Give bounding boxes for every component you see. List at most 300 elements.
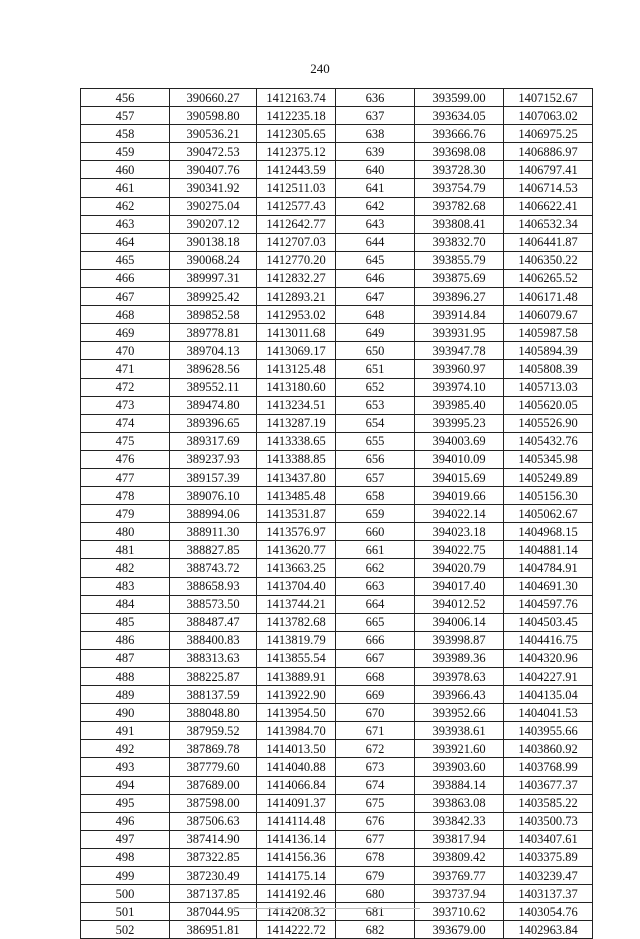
point-number-left-cell: 464 — [81, 233, 170, 251]
point-number-right-cell: 665 — [336, 613, 415, 631]
point-number-right-cell: 641 — [336, 179, 415, 197]
x-coordinate-left-cell: 387322.85 — [170, 848, 257, 866]
point-number-right-cell: 658 — [336, 487, 415, 505]
point-number-right-cell: 667 — [336, 649, 415, 667]
x-coordinate-left-cell: 389317.69 — [170, 432, 257, 450]
x-coordinate-left-cell: 389076.10 — [170, 487, 257, 505]
point-number-right-cell: 643 — [336, 215, 415, 233]
x-coordinate-right-cell: 393809.42 — [415, 848, 504, 866]
x-coordinate-left-cell: 389704.13 — [170, 342, 257, 360]
y-coordinate-left-cell: 1413234.51 — [257, 396, 336, 414]
point-number-right-cell: 663 — [336, 577, 415, 595]
point-number-right-cell: 676 — [336, 812, 415, 830]
y-coordinate-right-cell: 1405526.90 — [504, 414, 593, 432]
point-number-left-cell: 489 — [81, 686, 170, 704]
y-coordinate-right-cell: 1406350.22 — [504, 251, 593, 269]
point-number-left-cell: 481 — [81, 541, 170, 559]
point-number-right-cell: 638 — [336, 125, 415, 143]
y-coordinate-right-cell: 1406171.48 — [504, 288, 593, 306]
x-coordinate-right-cell: 393978.63 — [415, 668, 504, 686]
x-coordinate-right-cell: 393710.62 — [415, 903, 504, 921]
x-coordinate-left-cell: 387598.00 — [170, 794, 257, 812]
point-number-right-cell: 671 — [336, 722, 415, 740]
y-coordinate-left-cell: 1412375.12 — [257, 143, 336, 161]
x-coordinate-right-cell: 393634.05 — [415, 107, 504, 125]
table-row — [81, 758, 593, 776]
point-number-right-cell: 651 — [336, 360, 415, 378]
y-coordinate-left-cell: 1413782.68 — [257, 613, 336, 631]
x-coordinate-left-cell: 387689.00 — [170, 776, 257, 794]
table-row — [81, 432, 593, 450]
point-number-right-cell: 652 — [336, 378, 415, 396]
x-coordinate-right-cell: 393666.76 — [415, 125, 504, 143]
x-coordinate-right-cell: 393995.23 — [415, 414, 504, 432]
y-coordinate-right-cell: 1405894.39 — [504, 342, 593, 360]
y-coordinate-right-cell: 1404881.14 — [504, 541, 593, 559]
x-coordinate-right-cell: 394012.52 — [415, 595, 504, 613]
x-coordinate-left-cell: 390068.24 — [170, 251, 257, 269]
table-row — [81, 649, 593, 667]
y-coordinate-left-cell: 1413180.60 — [257, 378, 336, 396]
y-coordinate-right-cell: 1404416.75 — [504, 631, 593, 649]
y-coordinate-left-cell: 1412642.77 — [257, 215, 336, 233]
x-coordinate-right-cell: 393855.79 — [415, 251, 504, 269]
y-coordinate-right-cell: 1405156.30 — [504, 487, 593, 505]
y-coordinate-left-cell: 1414175.14 — [257, 867, 336, 885]
x-coordinate-right-cell: 394006.14 — [415, 613, 504, 631]
point-number-left-cell: 462 — [81, 197, 170, 215]
point-number-right-cell: 659 — [336, 505, 415, 523]
point-number-left-cell: 502 — [81, 921, 170, 939]
point-number-left-cell: 471 — [81, 360, 170, 378]
y-coordinate-right-cell: 1404227.91 — [504, 668, 593, 686]
y-coordinate-right-cell: 1404691.30 — [504, 577, 593, 595]
point-number-left-cell: 466 — [81, 269, 170, 287]
y-coordinate-left-cell: 1414091.37 — [257, 794, 336, 812]
x-coordinate-right-cell: 393998.87 — [415, 631, 504, 649]
table-row — [81, 921, 593, 939]
table-row — [81, 324, 593, 342]
page-footer-rule — [230, 908, 420, 909]
x-coordinate-left-cell: 388911.30 — [170, 523, 257, 541]
x-coordinate-right-cell: 393938.61 — [415, 722, 504, 740]
point-number-right-cell: 673 — [336, 758, 415, 776]
coordinates-table — [80, 88, 593, 939]
x-coordinate-right-cell: 393952.66 — [415, 704, 504, 722]
y-coordinate-right-cell: 1405713.03 — [504, 378, 593, 396]
point-number-left-cell: 475 — [81, 432, 170, 450]
table-row — [81, 215, 593, 233]
point-number-left-cell: 468 — [81, 306, 170, 324]
y-coordinate-right-cell: 1403677.37 — [504, 776, 593, 794]
point-number-left-cell: 483 — [81, 577, 170, 595]
x-coordinate-right-cell: 393931.95 — [415, 324, 504, 342]
y-coordinate-right-cell: 1406886.97 — [504, 143, 593, 161]
y-coordinate-left-cell: 1413663.25 — [257, 559, 336, 577]
point-number-left-cell: 456 — [81, 89, 170, 107]
point-number-right-cell: 657 — [336, 468, 415, 486]
x-coordinate-right-cell: 394019.66 — [415, 487, 504, 505]
point-number-left-cell: 460 — [81, 161, 170, 179]
table-row — [81, 360, 593, 378]
table-row — [81, 396, 593, 414]
point-number-left-cell: 492 — [81, 740, 170, 758]
x-coordinate-left-cell: 389778.81 — [170, 324, 257, 342]
point-number-right-cell: 646 — [336, 269, 415, 287]
table-row — [81, 143, 593, 161]
point-number-left-cell: 486 — [81, 631, 170, 649]
x-coordinate-left-cell: 386951.81 — [170, 921, 257, 939]
y-coordinate-left-cell: 1412770.20 — [257, 251, 336, 269]
y-coordinate-right-cell: 1406622.41 — [504, 197, 593, 215]
y-coordinate-left-cell: 1412707.03 — [257, 233, 336, 251]
y-coordinate-left-cell: 1413011.68 — [257, 324, 336, 342]
table-row — [81, 686, 593, 704]
table-row — [81, 740, 593, 758]
point-number-left-cell: 498 — [81, 848, 170, 866]
y-coordinate-left-cell: 1413954.50 — [257, 704, 336, 722]
point-number-left-cell: 480 — [81, 523, 170, 541]
y-coordinate-left-cell: 1414114.48 — [257, 812, 336, 830]
y-coordinate-right-cell: 1404784.91 — [504, 559, 593, 577]
point-number-left-cell: 499 — [81, 867, 170, 885]
x-coordinate-left-cell: 388743.72 — [170, 559, 257, 577]
y-coordinate-left-cell: 1413485.48 — [257, 487, 336, 505]
x-coordinate-right-cell: 394022.75 — [415, 541, 504, 559]
point-number-right-cell: 662 — [336, 559, 415, 577]
point-number-left-cell: 472 — [81, 378, 170, 396]
point-number-right-cell: 650 — [336, 342, 415, 360]
table-row — [81, 378, 593, 396]
point-number-left-cell: 474 — [81, 414, 170, 432]
x-coordinate-left-cell: 388137.59 — [170, 686, 257, 704]
x-coordinate-left-cell: 389852.58 — [170, 306, 257, 324]
y-coordinate-left-cell: 1413125.48 — [257, 360, 336, 378]
point-number-left-cell: 496 — [81, 812, 170, 830]
y-coordinate-left-cell: 1414040.88 — [257, 758, 336, 776]
y-coordinate-right-cell: 1407152.67 — [504, 89, 593, 107]
table-row — [81, 306, 593, 324]
point-number-right-cell: 677 — [336, 830, 415, 848]
x-coordinate-left-cell: 388400.83 — [170, 631, 257, 649]
table-row — [81, 541, 593, 559]
x-coordinate-left-cell: 390536.21 — [170, 125, 257, 143]
y-coordinate-right-cell: 1407063.02 — [504, 107, 593, 125]
y-coordinate-left-cell: 1414208.32 — [257, 903, 336, 921]
table-row — [81, 288, 593, 306]
coordinates-table-body — [81, 89, 593, 939]
table-row — [81, 848, 593, 866]
x-coordinate-right-cell: 393960.97 — [415, 360, 504, 378]
table-row — [81, 668, 593, 686]
x-coordinate-right-cell: 394023.18 — [415, 523, 504, 541]
y-coordinate-right-cell: 1405345.98 — [504, 450, 593, 468]
x-coordinate-right-cell: 393832.70 — [415, 233, 504, 251]
x-coordinate-left-cell: 388573.50 — [170, 595, 257, 613]
y-coordinate-left-cell: 1413704.40 — [257, 577, 336, 595]
y-coordinate-left-cell: 1412163.74 — [257, 89, 336, 107]
y-coordinate-right-cell: 1403585.22 — [504, 794, 593, 812]
point-number-left-cell: 477 — [81, 468, 170, 486]
y-coordinate-right-cell: 1406532.34 — [504, 215, 593, 233]
x-coordinate-right-cell: 393884.14 — [415, 776, 504, 794]
y-coordinate-right-cell: 1404968.15 — [504, 523, 593, 541]
point-number-right-cell: 675 — [336, 794, 415, 812]
x-coordinate-left-cell: 390275.04 — [170, 197, 257, 215]
x-coordinate-left-cell: 389925.42 — [170, 288, 257, 306]
table-row — [81, 505, 593, 523]
point-number-left-cell: 465 — [81, 251, 170, 269]
table-row — [81, 450, 593, 468]
point-number-right-cell: 655 — [336, 432, 415, 450]
table-row — [81, 342, 593, 360]
y-coordinate-left-cell: 1413287.19 — [257, 414, 336, 432]
x-coordinate-left-cell: 390207.12 — [170, 215, 257, 233]
x-coordinate-right-cell: 393754.79 — [415, 179, 504, 197]
y-coordinate-right-cell: 1406797.41 — [504, 161, 593, 179]
point-number-left-cell: 487 — [81, 649, 170, 667]
table-row — [81, 885, 593, 903]
y-coordinate-right-cell: 1404041.53 — [504, 704, 593, 722]
y-coordinate-left-cell: 1413922.90 — [257, 686, 336, 704]
table-row — [81, 233, 593, 251]
point-number-left-cell: 461 — [81, 179, 170, 197]
x-coordinate-right-cell: 393947.78 — [415, 342, 504, 360]
point-number-left-cell: 470 — [81, 342, 170, 360]
x-coordinate-right-cell: 393914.84 — [415, 306, 504, 324]
table-row — [81, 125, 593, 143]
x-coordinate-right-cell: 393921.60 — [415, 740, 504, 758]
y-coordinate-left-cell: 1412832.27 — [257, 269, 336, 287]
point-number-right-cell: 645 — [336, 251, 415, 269]
x-coordinate-left-cell: 387506.63 — [170, 812, 257, 830]
y-coordinate-right-cell: 1406265.52 — [504, 269, 593, 287]
x-coordinate-left-cell: 388487.47 — [170, 613, 257, 631]
x-coordinate-right-cell: 393599.00 — [415, 89, 504, 107]
y-coordinate-right-cell: 1402963.84 — [504, 921, 593, 939]
point-number-right-cell: 682 — [336, 921, 415, 939]
table-row — [81, 830, 593, 848]
point-number-left-cell: 500 — [81, 885, 170, 903]
point-number-left-cell: 482 — [81, 559, 170, 577]
y-coordinate-right-cell: 1403054.76 — [504, 903, 593, 921]
point-number-right-cell: 636 — [336, 89, 415, 107]
x-coordinate-left-cell: 389474.80 — [170, 396, 257, 414]
point-number-right-cell: 666 — [336, 631, 415, 649]
table-row — [81, 903, 593, 921]
point-number-left-cell: 501 — [81, 903, 170, 921]
x-coordinate-right-cell: 393985.40 — [415, 396, 504, 414]
point-number-right-cell: 661 — [336, 541, 415, 559]
y-coordinate-right-cell: 1405062.67 — [504, 505, 593, 523]
point-number-right-cell: 679 — [336, 867, 415, 885]
x-coordinate-right-cell: 394015.69 — [415, 468, 504, 486]
x-coordinate-right-cell: 393974.10 — [415, 378, 504, 396]
table-row — [81, 107, 593, 125]
point-number-right-cell: 649 — [336, 324, 415, 342]
point-number-right-cell: 647 — [336, 288, 415, 306]
y-coordinate-right-cell: 1405432.76 — [504, 432, 593, 450]
x-coordinate-right-cell: 394010.09 — [415, 450, 504, 468]
x-coordinate-left-cell: 390598.80 — [170, 107, 257, 125]
y-coordinate-right-cell: 1404597.76 — [504, 595, 593, 613]
table-row — [81, 89, 593, 107]
y-coordinate-right-cell: 1405808.39 — [504, 360, 593, 378]
x-coordinate-left-cell: 387869.78 — [170, 740, 257, 758]
y-coordinate-left-cell: 1414192.46 — [257, 885, 336, 903]
point-number-right-cell: 674 — [336, 776, 415, 794]
table-row — [81, 577, 593, 595]
table-row — [81, 867, 593, 885]
point-number-left-cell: 488 — [81, 668, 170, 686]
y-coordinate-right-cell: 1405987.58 — [504, 324, 593, 342]
point-number-left-cell: 478 — [81, 487, 170, 505]
point-number-right-cell: 656 — [336, 450, 415, 468]
x-coordinate-right-cell: 393808.41 — [415, 215, 504, 233]
point-number-right-cell: 637 — [336, 107, 415, 125]
y-coordinate-right-cell: 1404135.04 — [504, 686, 593, 704]
point-number-right-cell: 680 — [336, 885, 415, 903]
point-number-left-cell: 463 — [81, 215, 170, 233]
y-coordinate-left-cell: 1412235.18 — [257, 107, 336, 125]
y-coordinate-right-cell: 1403375.89 — [504, 848, 593, 866]
y-coordinate-right-cell: 1403137.37 — [504, 885, 593, 903]
point-number-right-cell: 672 — [336, 740, 415, 758]
table-row — [81, 631, 593, 649]
x-coordinate-left-cell: 388994.06 — [170, 505, 257, 523]
table-row — [81, 595, 593, 613]
y-coordinate-right-cell: 1403500.73 — [504, 812, 593, 830]
y-coordinate-right-cell: 1406714.53 — [504, 179, 593, 197]
x-coordinate-right-cell: 393769.77 — [415, 867, 504, 885]
point-number-left-cell: 479 — [81, 505, 170, 523]
point-number-right-cell: 668 — [336, 668, 415, 686]
y-coordinate-left-cell: 1412893.21 — [257, 288, 336, 306]
x-coordinate-left-cell: 389997.31 — [170, 269, 257, 287]
x-coordinate-left-cell: 390407.76 — [170, 161, 257, 179]
x-coordinate-left-cell: 390138.18 — [170, 233, 257, 251]
x-coordinate-left-cell: 390660.27 — [170, 89, 257, 107]
point-number-right-cell: 640 — [336, 161, 415, 179]
table-row — [81, 269, 593, 287]
page-number: 240 — [310, 61, 330, 76]
point-number-left-cell: 493 — [81, 758, 170, 776]
y-coordinate-right-cell: 1403768.99 — [504, 758, 593, 776]
x-coordinate-right-cell: 393737.94 — [415, 885, 504, 903]
x-coordinate-right-cell: 393698.08 — [415, 143, 504, 161]
x-coordinate-left-cell: 387044.95 — [170, 903, 257, 921]
point-number-left-cell: 459 — [81, 143, 170, 161]
x-coordinate-left-cell: 387414.90 — [170, 830, 257, 848]
table-row — [81, 704, 593, 722]
y-coordinate-left-cell: 1414013.50 — [257, 740, 336, 758]
point-number-left-cell: 457 — [81, 107, 170, 125]
y-coordinate-left-cell: 1412577.43 — [257, 197, 336, 215]
x-coordinate-left-cell: 389396.65 — [170, 414, 257, 432]
point-number-left-cell: 476 — [81, 450, 170, 468]
x-coordinate-left-cell: 387137.85 — [170, 885, 257, 903]
x-coordinate-left-cell: 388048.80 — [170, 704, 257, 722]
y-coordinate-right-cell: 1406441.87 — [504, 233, 593, 251]
table-row — [81, 414, 593, 432]
point-number-right-cell: 669 — [336, 686, 415, 704]
point-number-right-cell: 660 — [336, 523, 415, 541]
point-number-right-cell: 664 — [336, 595, 415, 613]
x-coordinate-left-cell: 388225.87 — [170, 668, 257, 686]
x-coordinate-left-cell: 387779.60 — [170, 758, 257, 776]
x-coordinate-right-cell: 393842.33 — [415, 812, 504, 830]
point-number-left-cell: 458 — [81, 125, 170, 143]
table-row — [81, 487, 593, 505]
y-coordinate-left-cell: 1412305.65 — [257, 125, 336, 143]
y-coordinate-left-cell: 1413855.54 — [257, 649, 336, 667]
table-row — [81, 559, 593, 577]
point-number-left-cell: 484 — [81, 595, 170, 613]
y-coordinate-left-cell: 1413744.21 — [257, 595, 336, 613]
point-number-left-cell: 497 — [81, 830, 170, 848]
x-coordinate-right-cell: 393817.94 — [415, 830, 504, 848]
y-coordinate-left-cell: 1413889.91 — [257, 668, 336, 686]
y-coordinate-left-cell: 1413069.17 — [257, 342, 336, 360]
table-row — [81, 776, 593, 794]
y-coordinate-right-cell: 1404320.96 — [504, 649, 593, 667]
y-coordinate-right-cell: 1406079.67 — [504, 306, 593, 324]
point-number-left-cell: 469 — [81, 324, 170, 342]
x-coordinate-left-cell: 390341.92 — [170, 179, 257, 197]
point-number-right-cell: 642 — [336, 197, 415, 215]
point-number-left-cell: 467 — [81, 288, 170, 306]
point-number-right-cell: 639 — [336, 143, 415, 161]
y-coordinate-left-cell: 1413531.87 — [257, 505, 336, 523]
y-coordinate-right-cell: 1406975.25 — [504, 125, 593, 143]
y-coordinate-right-cell: 1403860.92 — [504, 740, 593, 758]
point-number-right-cell: 654 — [336, 414, 415, 432]
y-coordinate-right-cell: 1403407.61 — [504, 830, 593, 848]
table-row — [81, 197, 593, 215]
point-number-left-cell: 494 — [81, 776, 170, 794]
point-number-right-cell: 678 — [336, 848, 415, 866]
x-coordinate-left-cell: 387230.49 — [170, 867, 257, 885]
y-coordinate-left-cell: 1412443.59 — [257, 161, 336, 179]
y-coordinate-left-cell: 1414222.72 — [257, 921, 336, 939]
x-coordinate-left-cell: 389157.39 — [170, 468, 257, 486]
x-coordinate-right-cell: 393782.68 — [415, 197, 504, 215]
y-coordinate-right-cell: 1403955.66 — [504, 722, 593, 740]
y-coordinate-left-cell: 1413338.65 — [257, 432, 336, 450]
y-coordinate-left-cell: 1413984.70 — [257, 722, 336, 740]
y-coordinate-right-cell: 1405249.89 — [504, 468, 593, 486]
x-coordinate-right-cell: 394022.14 — [415, 505, 504, 523]
x-coordinate-right-cell: 393728.30 — [415, 161, 504, 179]
table-row — [81, 161, 593, 179]
y-coordinate-left-cell: 1413437.80 — [257, 468, 336, 486]
x-coordinate-left-cell: 389237.93 — [170, 450, 257, 468]
point-number-left-cell: 495 — [81, 794, 170, 812]
point-number-right-cell: 648 — [336, 306, 415, 324]
x-coordinate-left-cell: 390472.53 — [170, 143, 257, 161]
point-number-right-cell: 653 — [336, 396, 415, 414]
y-coordinate-left-cell: 1413819.79 — [257, 631, 336, 649]
table-row — [81, 794, 593, 812]
table-row — [81, 722, 593, 740]
x-coordinate-right-cell: 393896.27 — [415, 288, 504, 306]
x-coordinate-left-cell: 388827.85 — [170, 541, 257, 559]
point-number-left-cell: 485 — [81, 613, 170, 631]
x-coordinate-right-cell: 393679.00 — [415, 921, 504, 939]
point-number-left-cell: 490 — [81, 704, 170, 722]
table-row — [81, 251, 593, 269]
table-row — [81, 812, 593, 830]
